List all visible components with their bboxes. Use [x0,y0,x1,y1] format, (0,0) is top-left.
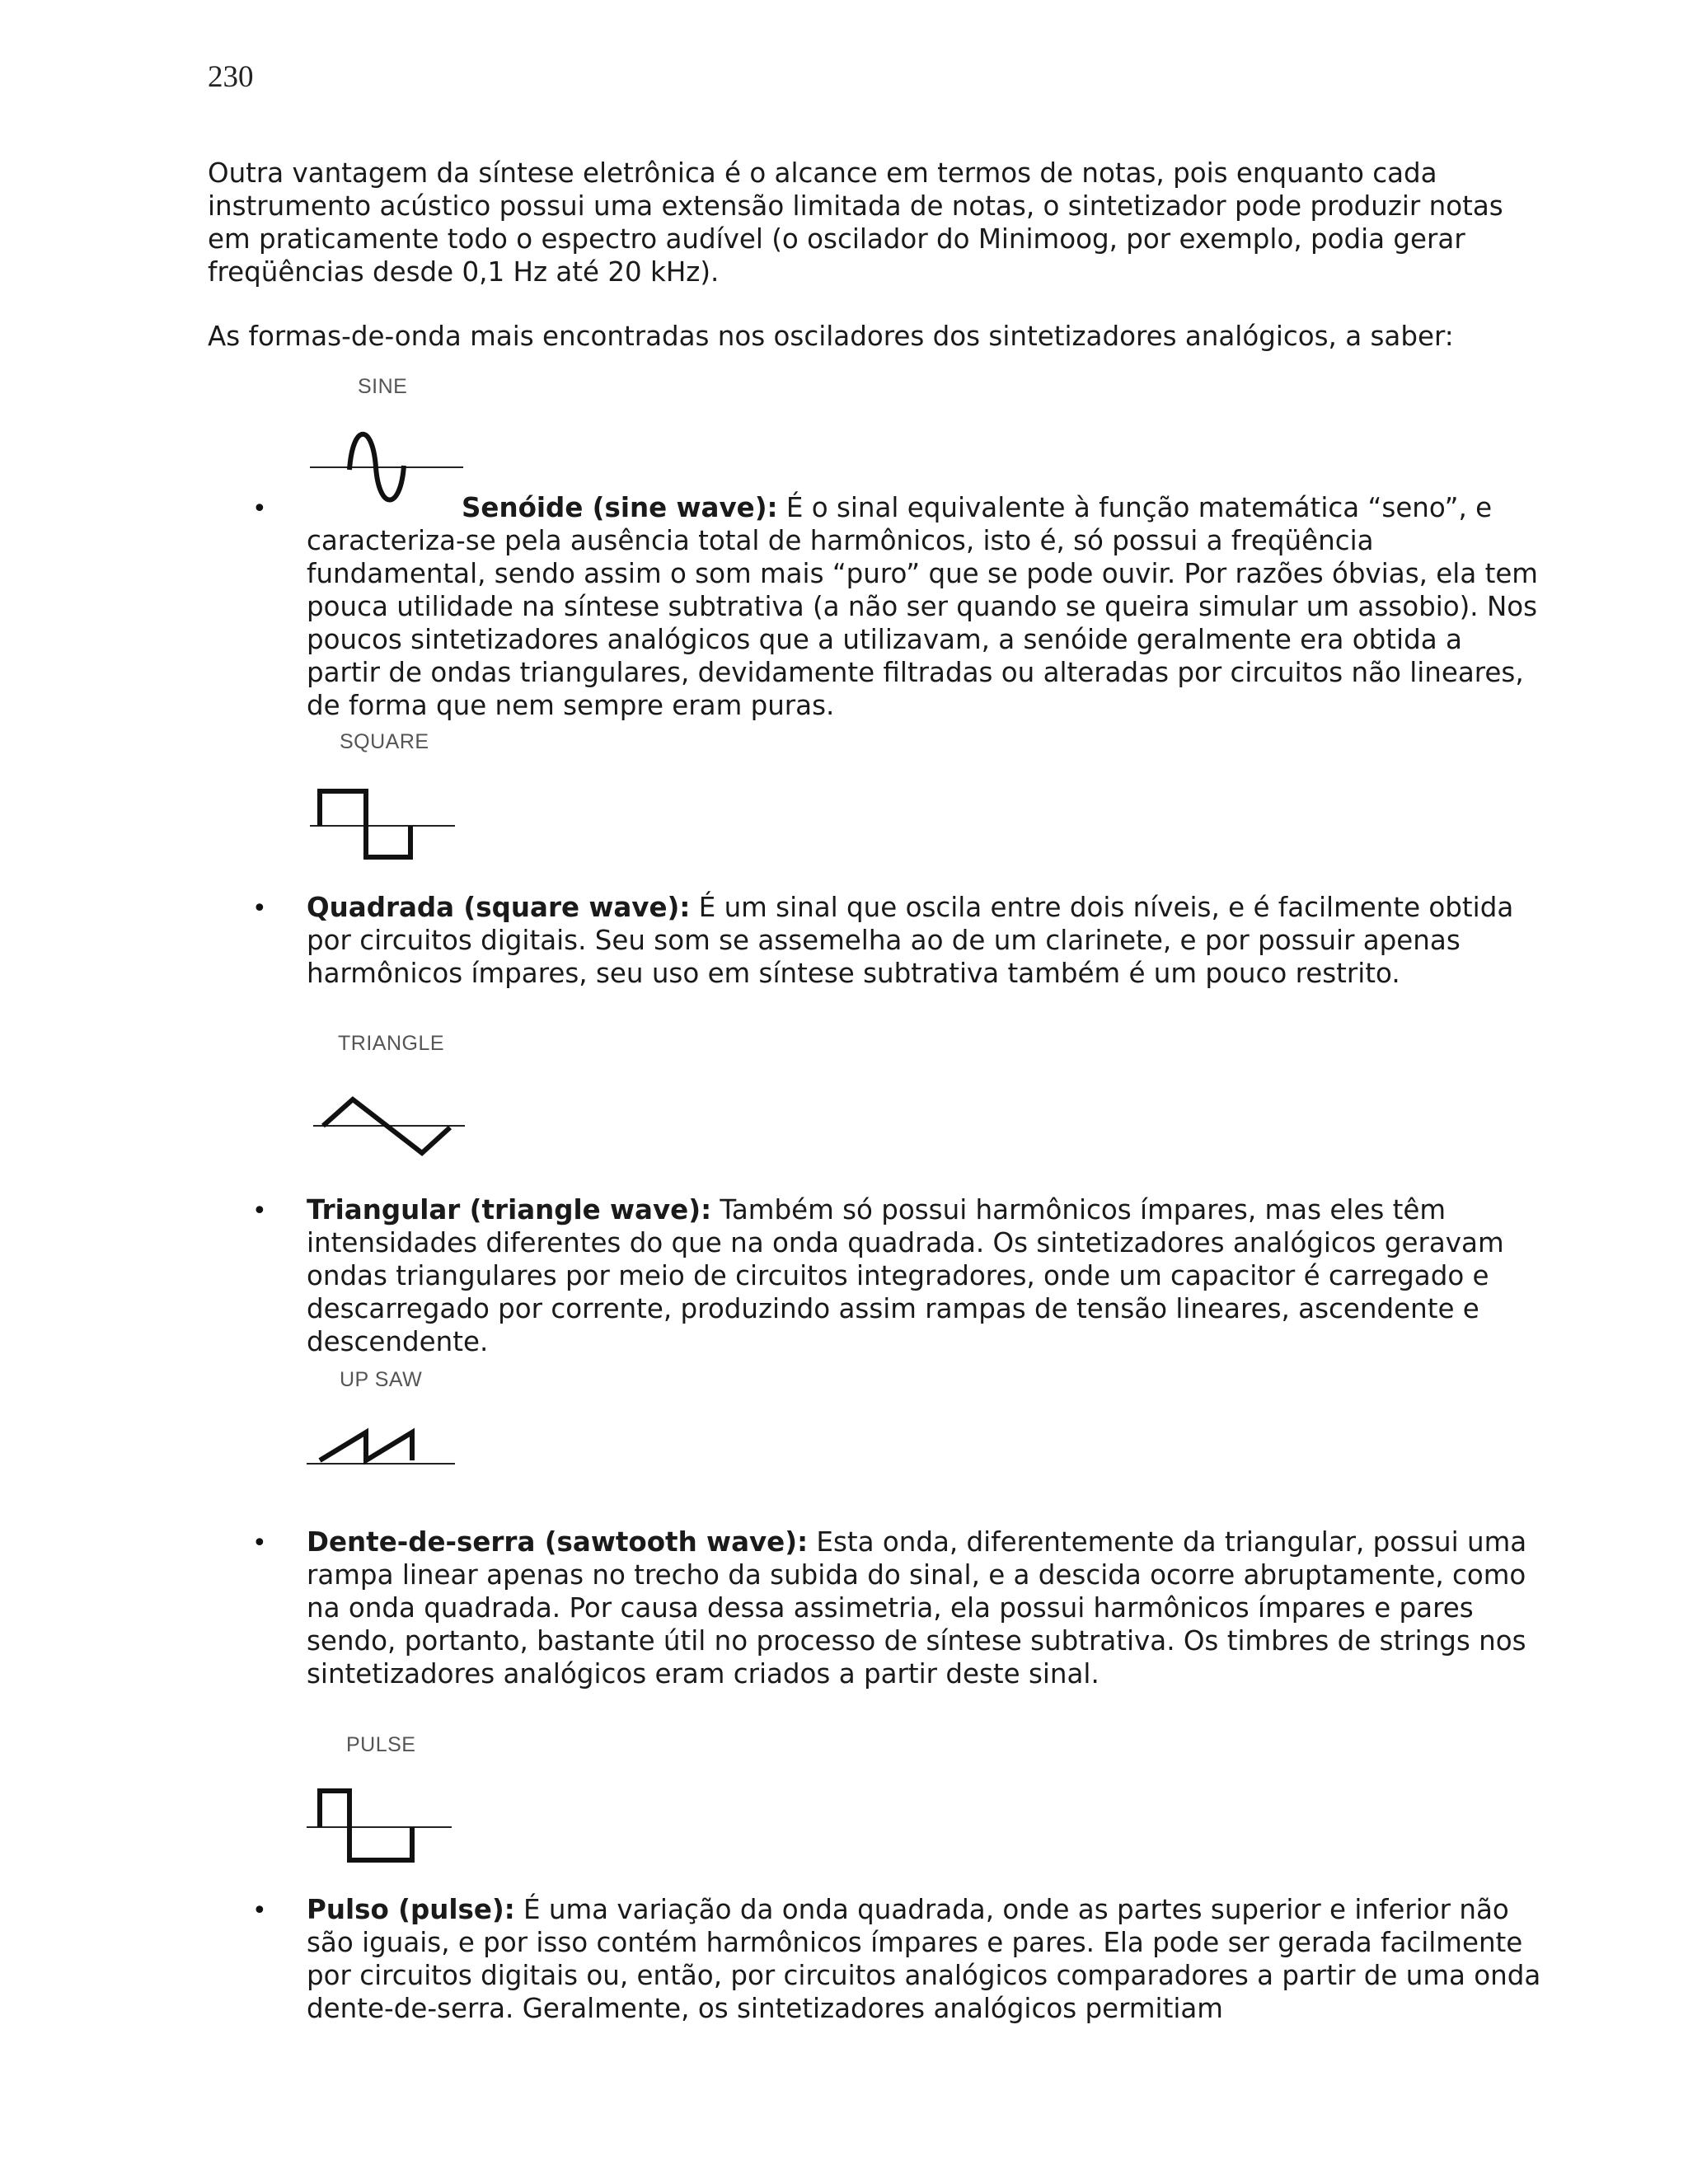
sawtooth-wave-figure [307,1368,471,1483]
sine-text: É o sinal equivalente à função matemática “seno”, e caracteriza-se pela ausência total de harmônicos, isto é, só possui a freqüência fundamental, sendo assim o som mais “puro” que se pode ouvir. Por razões óbvias, ela tem pouca utilidade na síntese subtrativa (a não ser quando se queira simular um assobio). Nos poucos sintetizadores analógicos que a utilizavam, a senóide geralmente era obtida a partir de ondas triangulares, devidamente filtradas ou alteradas por circuitos não lineares, de forma que nem sempre eram puras. [307,492,1538,721]
triangle-term: Triangular (triangle wave): [307,1194,712,1226]
square-wave-figure [307,730,471,862]
bullet: • [252,1529,267,1558]
square-term: Quadrada (square wave): [307,892,691,923]
intro-paragraph-2: As formas-de-onda mais encontradas nos osciladores dos sintetizadores analógicos, a saber: [208,321,1454,352]
sine-wave-figure [307,375,471,507]
sine-description [307,491,1543,722]
triangle-wave-icon [307,1083,488,1182]
bullet: • [252,894,267,923]
pulse-wave-figure [307,1733,471,1865]
sawtooth-wave-icon [307,1418,471,1500]
sine-term: Senóide (sine wave): [462,492,778,523]
bullet: • [252,1896,267,1925]
pulse-text: É uma variação da onda quadrada, onde as partes superior e inferior não são iguais, e por isso contém harmônicos ímpares e pares. Ela pode ser gerada facilmente por circuitos digitais ou, então, por circuitos analógicos comparadores a partir de uma onda dente-de-serra. Geralmente, os sintetizadores analógicos permitiam [307,1894,1541,2024]
pulse-wave-icon [307,1781,471,1880]
page-number: 230 [208,60,254,94]
square-wave-icon [307,780,471,879]
bullet: • [252,1197,267,1226]
square-description [307,891,1543,990]
square-text: É um sinal que oscila entre dois níveis, e é facilmente obtida por circuitos digitais. Seu som se assemelha ao de um clarinete, e por possuir apenas harmônicos ímpares, seu uso em síntese subtrativa também é um pouco restrito. [307,892,1514,989]
triangle-text: Também só possui harmônicos ímpares, mas eles têm intensidades diferentes do que na onda quadrada. Os sintetizadores analógicos geravam ondas triangulares por meio de circuitos integradores, onde um capacitor é carregado e descarregado por corrente, produzindo assim rampas de tensão lineares, ascendente e descendente. [307,1194,1504,1357]
pulse-description [307,1893,1543,2025]
pulse-term: Pulso (pulse): [307,1894,515,1925]
wave-caption: SINE [358,375,408,398]
triangle-description [307,1193,1543,1358]
wave-caption: TRIANGLE [338,1032,445,1055]
bullet: • [252,494,267,523]
sawtooth-description [307,1526,1543,1690]
intro-paragraph-1: Outra vantagem da síntese eletrônica é o alcance em termos de notas, pois enquanto cada instrumento acústico possui uma extensão limitada de notas, o sintetizador pode produzir notas em praticamente todo o espectro audível (o oscilador do Minimoog, por exemplo, podia gerar freqüências desde 0,1 Hz até 20 kHz). [208,157,1503,288]
triangle-wave-figure [307,1032,488,1164]
wave-caption: UP SAW [340,1368,423,1391]
sawtooth-term: Dente-de-serra (sawtooth wave): [307,1526,809,1558]
wave-caption: PULSE [346,1733,416,1756]
sawtooth-text: Esta onda, diferentemente da triangular, possui uma rampa linear apenas no trecho da subida do sinal, e a descida ocorre abruptamente, como na onda quadrada. Por causa dessa assimetria, ela possui harmônicos ímpares e pares sendo, portanto, bastante útil no processo de síntese subtrativa. Os timbres de strings nos sintetizadores analógicos eram criados a partir deste sinal. [307,1526,1527,1690]
wave-caption: SQUARE [340,730,429,753]
